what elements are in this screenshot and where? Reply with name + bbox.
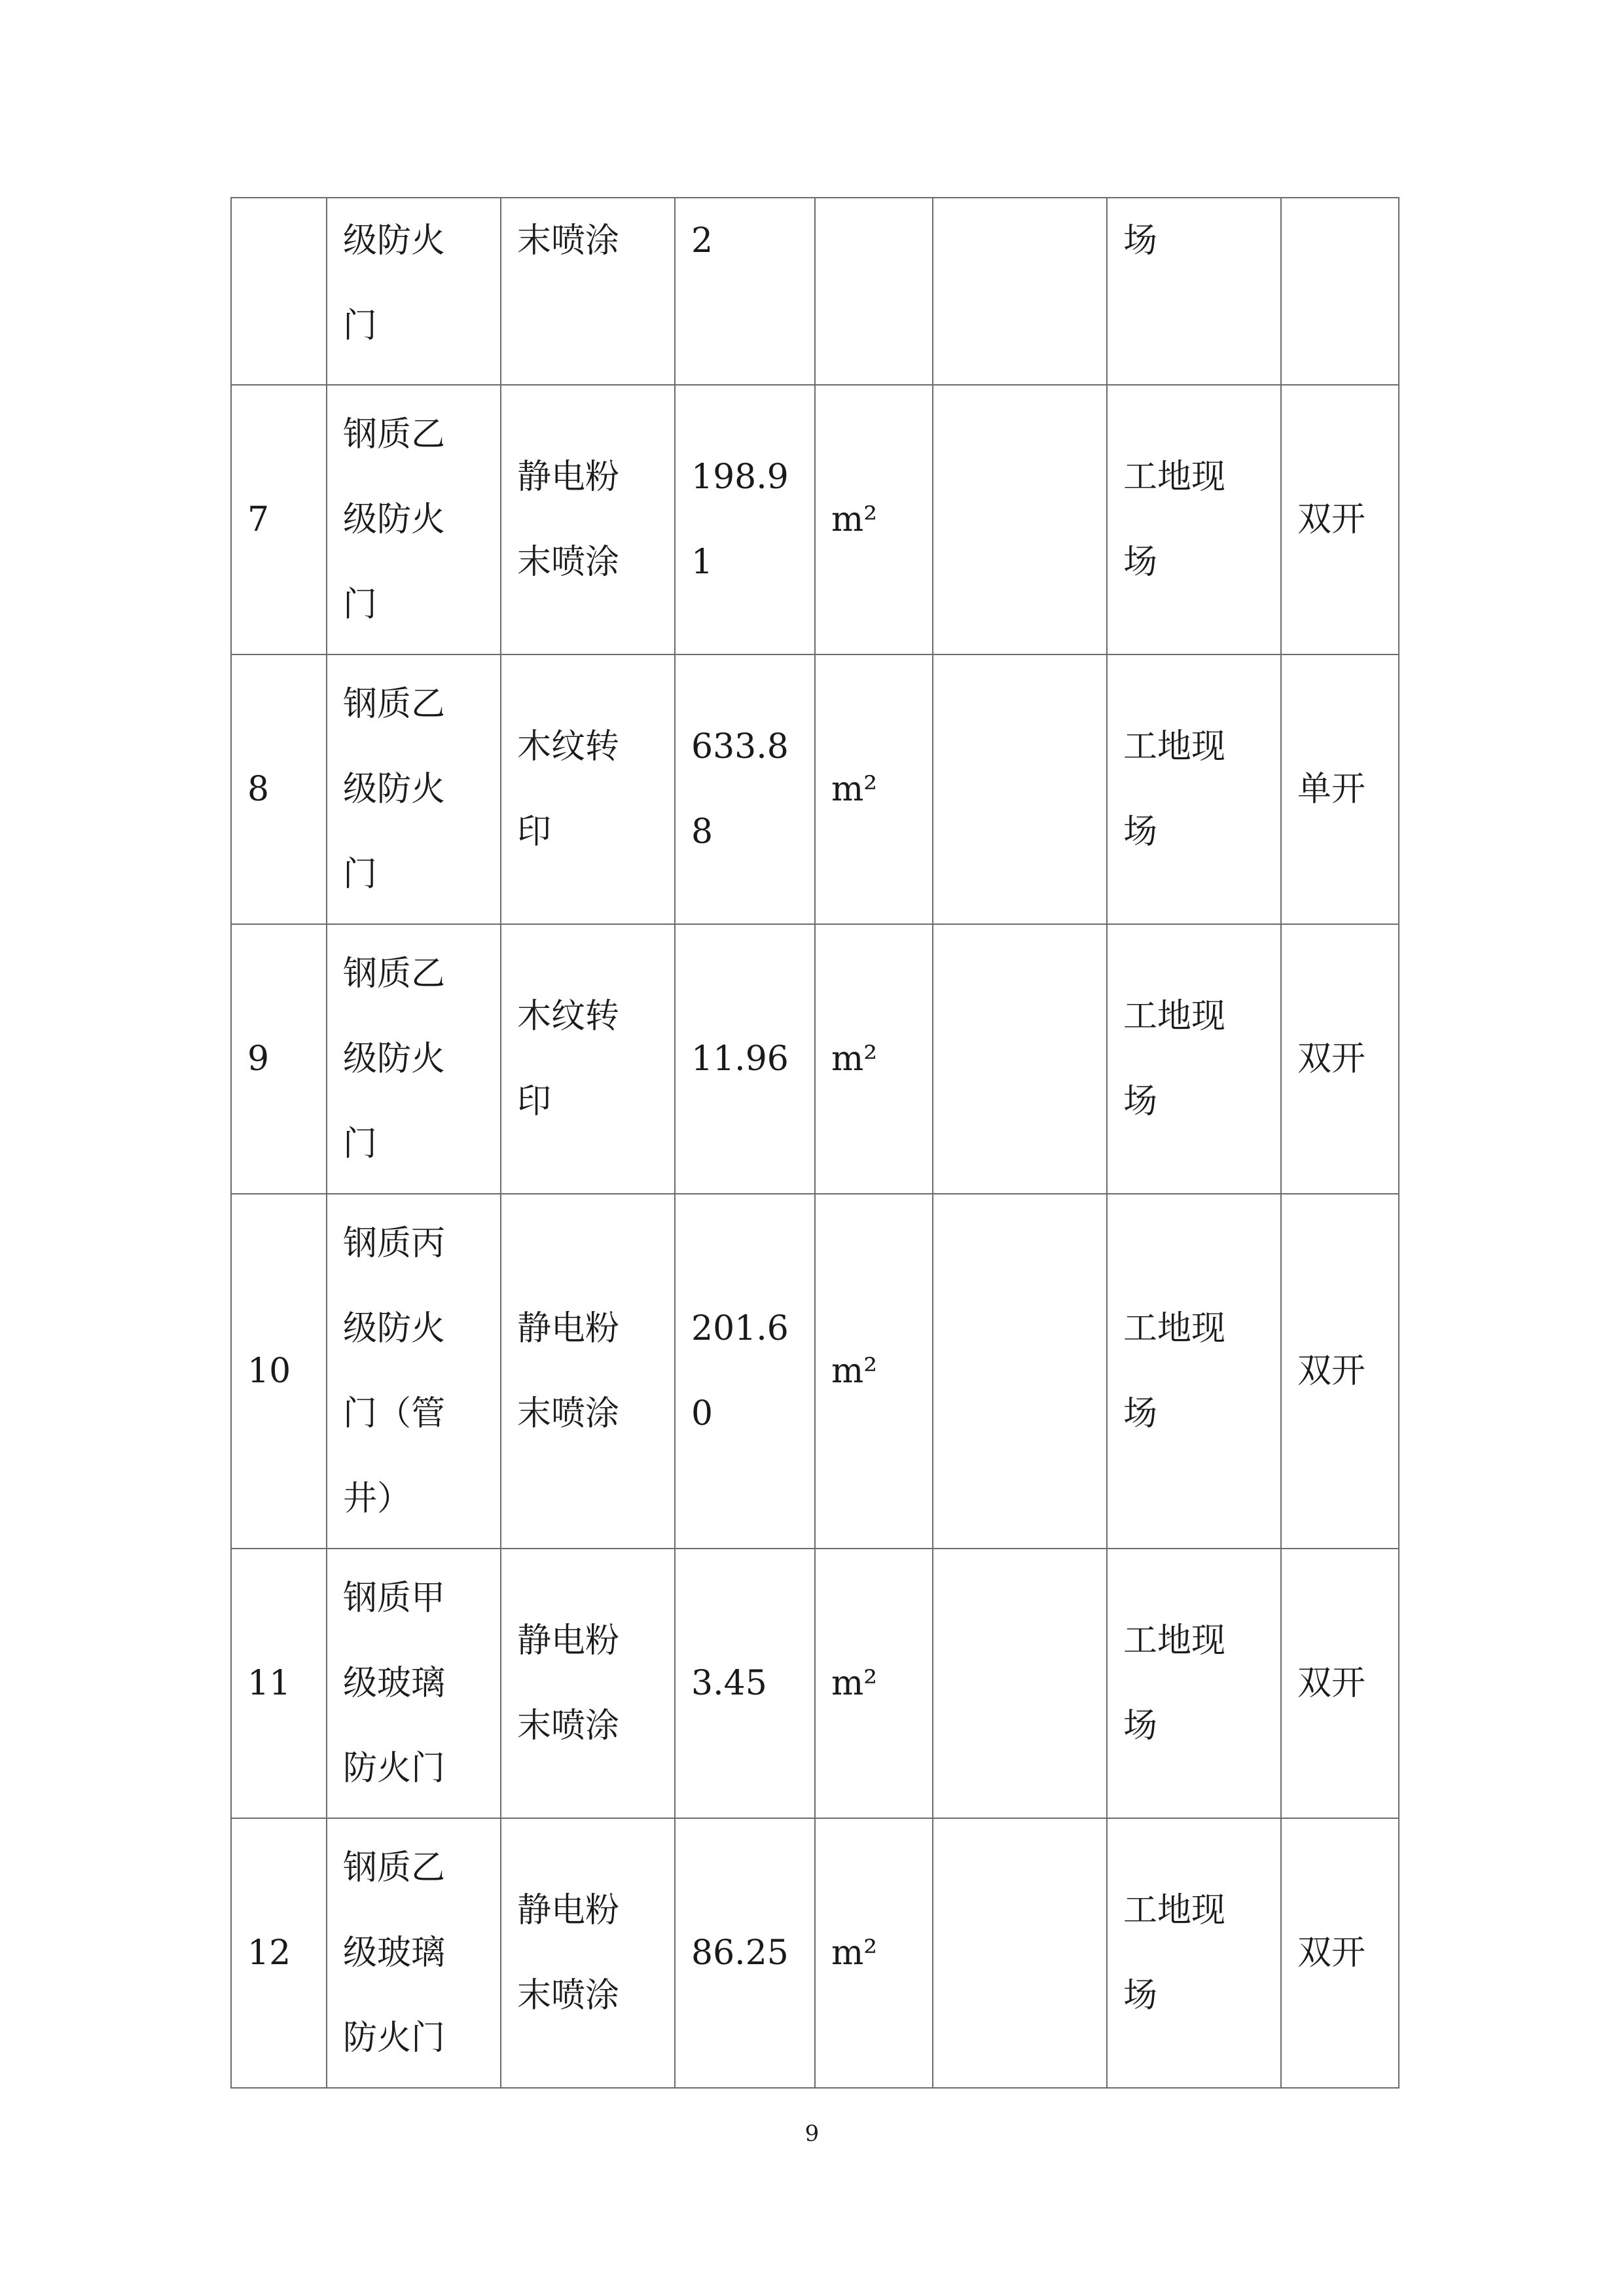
cell-name-line: 门（管 bbox=[343, 1394, 446, 1433]
table-row bbox=[231, 385, 1399, 655]
cell-unit: m² bbox=[815, 1818, 933, 2088]
cell-finish-line: 末喷涂 bbox=[517, 1394, 620, 1433]
cell-blank bbox=[933, 1549, 1107, 1818]
cell-name bbox=[327, 1818, 501, 2088]
cell-name-line: 钢质甲 bbox=[343, 1579, 446, 1618]
cell-finish bbox=[501, 1194, 675, 1549]
cell-name-line: 井） bbox=[343, 1479, 412, 1518]
cell-quantity bbox=[675, 198, 815, 385]
cell-unit: m² bbox=[815, 655, 933, 924]
cell-location bbox=[1107, 924, 1281, 1194]
cell-quantity-line: 11.96 bbox=[691, 1039, 789, 1079]
cell-name-line: 钢质丙 bbox=[343, 1224, 446, 1263]
cell-name-line: 钢质乙 bbox=[343, 1848, 446, 1888]
cell-quantity bbox=[675, 924, 815, 1194]
cell-name-line: 门 bbox=[343, 855, 378, 894]
cell-finish bbox=[501, 655, 675, 924]
cell-name bbox=[327, 924, 501, 1194]
cell-no: 10 bbox=[231, 1194, 327, 1549]
cell-no: 12 bbox=[231, 1818, 327, 2088]
cell-name bbox=[327, 1549, 501, 1818]
cell-name-line: 钢质乙 bbox=[343, 685, 446, 724]
cell-quantity-line: 0 bbox=[691, 1394, 713, 1433]
cell-name-line: 门 bbox=[343, 1124, 378, 1164]
cell-finish-line: 印 bbox=[517, 812, 552, 852]
cell-no: 11 bbox=[231, 1549, 327, 1818]
cell-name-line: 防火门 bbox=[343, 1749, 446, 1788]
cell-location-line: 场 bbox=[1123, 1082, 1158, 1121]
cell-opening-type: 双开 bbox=[1281, 924, 1399, 1194]
cell-quantity bbox=[675, 1194, 815, 1549]
cell-blank bbox=[933, 1818, 1107, 2088]
table-row bbox=[231, 198, 1399, 385]
cell-location-line: 场 bbox=[1123, 1976, 1158, 2015]
table-body bbox=[231, 198, 1399, 2088]
cell-finish-line: 静电粉 bbox=[517, 457, 620, 497]
cell-opening-type: 双开 bbox=[1281, 1549, 1399, 1818]
cell-finish bbox=[501, 198, 675, 385]
cell-location-line: 工地现 bbox=[1123, 1309, 1226, 1348]
cell-finish-line: 末喷涂 bbox=[517, 1976, 620, 2015]
cell-finish-line: 末喷涂 bbox=[517, 1706, 620, 1746]
cell-name-line: 级玻璃 bbox=[343, 1664, 446, 1703]
cell-name-line: 门 bbox=[343, 585, 378, 624]
cell-location-line: 场 bbox=[1123, 1706, 1158, 1746]
cell-finish-line: 木纹转 bbox=[517, 997, 620, 1036]
cell-name bbox=[327, 655, 501, 924]
cell-name-line: 防火门 bbox=[343, 2018, 446, 2058]
cell-name bbox=[327, 1194, 501, 1549]
cell-name-line: 级防火 bbox=[343, 221, 446, 260]
cell-location-line: 场 bbox=[1123, 221, 1158, 260]
cell-blank bbox=[933, 198, 1107, 385]
cell-quantity bbox=[675, 1549, 815, 1818]
cell-name-line: 级防火 bbox=[343, 500, 446, 539]
cell-opening-type bbox=[1281, 198, 1399, 385]
cell-finish bbox=[501, 385, 675, 655]
cell-opening-type: 单开 bbox=[1281, 655, 1399, 924]
cell-quantity-line: 201.6 bbox=[691, 1309, 789, 1348]
cell-opening-type: 双开 bbox=[1281, 1194, 1399, 1549]
cell-blank bbox=[933, 924, 1107, 1194]
cell-location-line: 工地现 bbox=[1123, 457, 1226, 497]
cell-quantity-line: 198.9 bbox=[691, 457, 789, 497]
cell-no: 8 bbox=[231, 655, 327, 924]
cell-location bbox=[1107, 655, 1281, 924]
cell-location-line: 工地现 bbox=[1123, 1621, 1226, 1660]
cell-finish-line: 印 bbox=[517, 1082, 552, 1121]
cell-name-line: 钢质乙 bbox=[343, 954, 446, 994]
cell-finish bbox=[501, 1818, 675, 2088]
cell-quantity-line: 86.25 bbox=[691, 1933, 789, 1973]
cell-location-line: 场 bbox=[1123, 543, 1158, 582]
cell-no bbox=[231, 198, 327, 385]
cell-quantity-line: 2 bbox=[691, 221, 713, 260]
cell-name-line: 级防火 bbox=[343, 1309, 446, 1348]
table-row bbox=[231, 1818, 1399, 2088]
cell-quantity bbox=[675, 1818, 815, 2088]
cell-location-line: 工地现 bbox=[1123, 997, 1226, 1036]
cell-quantity-line: 3.45 bbox=[691, 1664, 767, 1703]
cell-quantity-line: 8 bbox=[691, 812, 713, 852]
cell-location bbox=[1107, 1549, 1281, 1818]
cell-name bbox=[327, 198, 501, 385]
cell-unit: m² bbox=[815, 385, 933, 655]
cell-finish bbox=[501, 1549, 675, 1818]
cell-name bbox=[327, 385, 501, 655]
cell-quantity-line: 633.8 bbox=[691, 727, 789, 766]
cell-no: 9 bbox=[231, 924, 327, 1194]
cell-no: 7 bbox=[231, 385, 327, 655]
cell-location bbox=[1107, 1818, 1281, 2088]
cell-blank bbox=[933, 1194, 1107, 1549]
cell-finish-line: 静电粉 bbox=[517, 1309, 620, 1348]
cell-unit: m² bbox=[815, 1194, 933, 1549]
cell-location-line: 场 bbox=[1123, 1394, 1158, 1433]
cell-quantity bbox=[675, 655, 815, 924]
cell-name-line: 门 bbox=[343, 306, 378, 346]
table-row bbox=[231, 1194, 1399, 1549]
cell-location-line: 场 bbox=[1123, 812, 1158, 852]
cell-finish-line: 静电粉 bbox=[517, 1621, 620, 1660]
door-schedule-table bbox=[230, 197, 1399, 2089]
cell-name-line: 级防火 bbox=[343, 1039, 446, 1079]
cell-blank bbox=[933, 655, 1107, 924]
cell-location bbox=[1107, 385, 1281, 655]
cell-opening-type: 双开 bbox=[1281, 1818, 1399, 2088]
table-row bbox=[231, 1549, 1399, 1818]
cell-location-line: 工地现 bbox=[1123, 727, 1226, 766]
cell-location-line: 工地现 bbox=[1123, 1891, 1226, 1930]
cell-blank bbox=[933, 385, 1107, 655]
cell-name-line: 级玻璃 bbox=[343, 1933, 446, 1973]
cell-finish-line: 木纹转 bbox=[517, 727, 620, 766]
cell-finish-line: 末喷涂 bbox=[517, 221, 620, 260]
cell-location bbox=[1107, 1194, 1281, 1549]
cell-quantity bbox=[675, 385, 815, 655]
cell-unit bbox=[815, 198, 933, 385]
cell-finish-line: 末喷涂 bbox=[517, 543, 620, 582]
cell-name-line: 钢质乙 bbox=[343, 415, 446, 454]
cell-finish bbox=[501, 924, 675, 1194]
cell-unit: m² bbox=[815, 924, 933, 1194]
cell-location bbox=[1107, 198, 1281, 385]
cell-quantity-line: 1 bbox=[691, 543, 713, 582]
cell-name-line: 级防火 bbox=[343, 770, 446, 809]
page-number: 9 bbox=[804, 2121, 820, 2147]
cell-finish-line: 静电粉 bbox=[517, 1891, 620, 1930]
cell-opening-type: 双开 bbox=[1281, 385, 1399, 655]
table-row bbox=[231, 655, 1399, 924]
table-row bbox=[231, 924, 1399, 1194]
cell-unit: m² bbox=[815, 1549, 933, 1818]
